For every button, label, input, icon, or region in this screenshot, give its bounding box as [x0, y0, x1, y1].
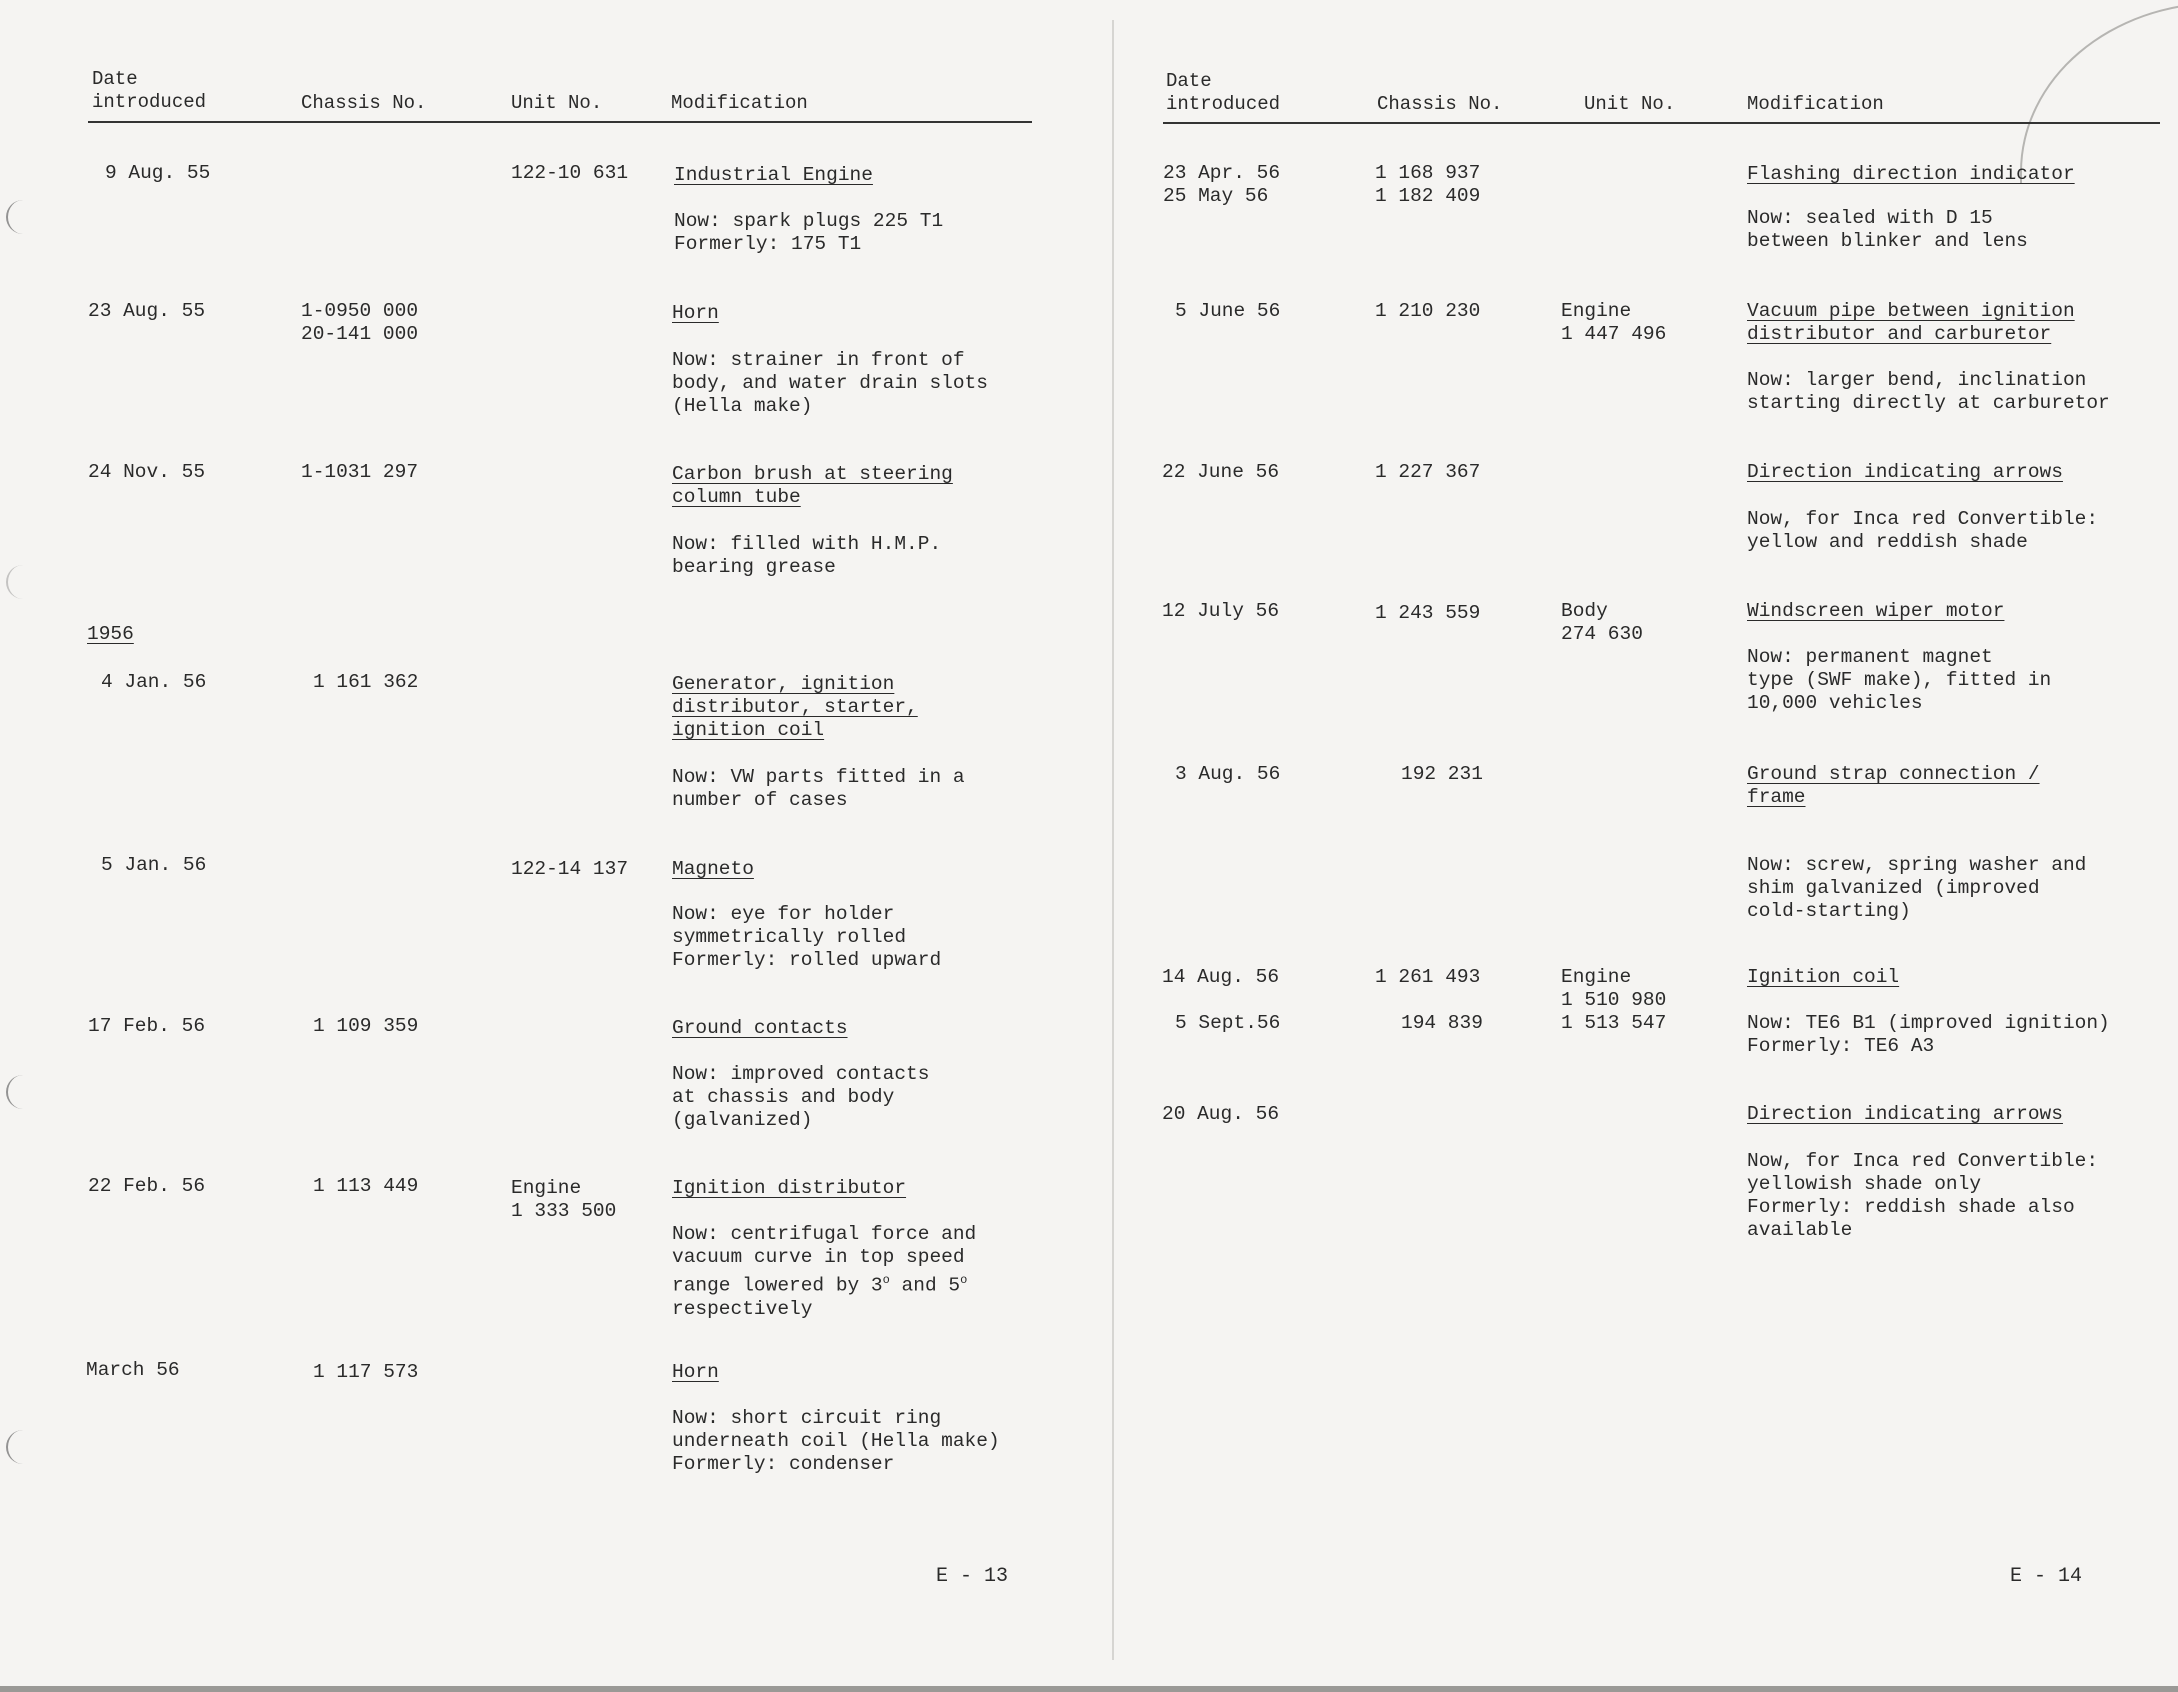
year-heading: 1956 — [87, 623, 134, 645]
entry-chassis: 1 109 359 — [313, 1015, 419, 1037]
entry-title: Magneto — [672, 858, 754, 880]
header-chassis: Chassis No. — [1377, 93, 1503, 115]
entry-text: Now: screw, spring washer and shim galvanized (improved cold-starting) — [1747, 854, 2087, 922]
entry-text: Now: eye for holder symmetrically rolled Formerly: rolled upward — [672, 903, 942, 971]
entry-title: Generator, ignition distributor, starter, ignition coil — [672, 673, 918, 741]
entry-date: 12 July 56 — [1162, 600, 1280, 622]
header-date: Date introduced — [1166, 70, 1281, 115]
entry-date: 5 June 56 — [1175, 300, 1281, 322]
entry-text: Now: TE6 B1 (improved ignition) Formerly: TE6 A3 — [1747, 1012, 2110, 1057]
entry-title: Windscreen wiper motor — [1747, 600, 2005, 622]
entry-title: Ignition coil — [1747, 966, 1900, 988]
entry-chassis: 1 117 573 — [313, 1361, 419, 1383]
entry-unit: Body 274 630 — [1561, 600, 1643, 645]
header-modification: Modification — [671, 92, 808, 114]
entry-chassis: 1-0950 000 20-141 000 — [301, 300, 419, 345]
entry-date: 23 Apr. 56 25 May 56 — [1163, 162, 1281, 207]
entry-unit: Engine 1 510 980 — [1561, 966, 1667, 1011]
entry-text: Now: spark plugs 225 T1 Formerly: 175 T1 — [674, 210, 944, 255]
entry-chassis: 1-1031 297 — [301, 461, 419, 483]
entry-text: Now: short circuit ring underneath coil (Hella make) Formerly: condenser — [672, 1407, 1000, 1475]
entry-title: Ground strap connection / frame — [1747, 763, 2040, 808]
entry-chassis: 1 261 493 — [1375, 966, 1481, 988]
entry-date: 24 Nov. 55 — [88, 461, 206, 483]
page-fold — [1112, 20, 1114, 1660]
page-right — [1115, 0, 2178, 1692]
entry-chassis: 1 210 230 — [1375, 300, 1481, 322]
entry-title: Direction indicating arrows — [1747, 461, 2063, 483]
entry-date: 14 Aug. 56 — [1162, 966, 1280, 988]
header-chassis: Chassis No. — [301, 92, 427, 114]
entry-title: Vacuum pipe between ignition distributor and carburetor — [1747, 300, 2075, 345]
entry-date: 4 Jan. 56 — [101, 671, 207, 693]
header-date: Date introduced — [92, 68, 207, 113]
entry-text: Now: strainer in front of body, and water drain slots (Hella make) — [672, 349, 988, 417]
entry-title: Horn — [672, 1361, 719, 1383]
entry-text: Now: VW parts fitted in a number of cases — [672, 766, 965, 811]
header-modification: Modification — [1747, 93, 1884, 115]
entry-date: 5 Sept.56 — [1175, 1012, 1281, 1034]
entry-text: Now: improved contacts at chassis and body (galvanized) — [672, 1063, 930, 1131]
entry-text: Now, for Inca red Convertible: yellowish shade only Formerly: reddish shade also available — [1747, 1150, 2099, 1241]
header-rule — [1163, 122, 2160, 124]
page-number: E - 13 — [936, 1565, 1009, 1588]
entry-title: Flashing direction indicator — [1747, 163, 2075, 185]
entry-chassis: 194 839 — [1401, 1012, 1483, 1034]
entry-chassis: 1 168 937 1 182 409 — [1375, 162, 1481, 207]
entry-date: 22 Feb. 56 — [88, 1175, 206, 1197]
entry-unit: 1 513 547 — [1561, 1012, 1667, 1034]
header-rule — [88, 121, 1032, 123]
entry-date: 23 Aug. 55 — [88, 300, 206, 322]
entry-text: Now: sealed with D 15 between blinker and lens — [1747, 207, 2028, 252]
page-number: E - 14 — [2010, 1565, 2083, 1588]
entry-date: 5 Jan. 56 — [101, 854, 207, 876]
entry-text: Now: filled with H.M.P. bearing grease — [672, 533, 942, 578]
entry-title: Industrial Engine — [674, 164, 873, 186]
entry-text: Now: permanent magnet type (SWF make), fitted in 10,000 vehicles — [1747, 646, 2052, 714]
header-unit: Unit No. — [511, 92, 603, 114]
entry-unit: 122-14 137 — [511, 858, 629, 880]
entry-text: Now, for Inca red Convertible: yellow and reddish shade — [1747, 508, 2099, 553]
entry-title: Ground contacts — [672, 1017, 848, 1039]
entry-chassis: 1 161 362 — [313, 671, 419, 693]
entry-date: 3 Aug. 56 — [1175, 763, 1281, 785]
entry-chassis: 1 113 449 — [313, 1175, 419, 1197]
entry-chassis: 192 231 — [1401, 763, 1483, 785]
entry-date: 9 Aug. 55 — [105, 162, 211, 184]
entry-title: Direction indicating arrows — [1747, 1103, 2063, 1125]
entry-text: Now: centrifugal force and vacuum curve in top speed range lowered by 3$^o$ and 5$^o$ respectively — [672, 1223, 977, 1320]
entry-date: 22 June 56 — [1162, 461, 1280, 483]
entry-unit: Engine 1 447 496 — [1561, 300, 1667, 345]
entry-unit: Engine 1 333 500 — [511, 1177, 617, 1222]
header-unit: Unit No. — [1584, 93, 1676, 115]
entry-unit: 122-10 631 — [511, 162, 629, 184]
entry-date: March 56 — [86, 1359, 180, 1381]
entry-chassis: 1 227 367 — [1375, 461, 1481, 483]
entry-title: Ignition distributor — [672, 1177, 907, 1199]
entry-title: Carbon brush at steering column tube — [672, 463, 953, 508]
entry-date: 20 Aug. 56 — [1162, 1103, 1280, 1125]
entry-chassis: 1 243 559 — [1375, 602, 1481, 624]
entry-text: Now: larger bend, inclination starting directly at carburetor — [1747, 369, 2110, 414]
entry-date: 17 Feb. 56 — [88, 1015, 206, 1037]
entry-title: Horn — [672, 302, 719, 324]
